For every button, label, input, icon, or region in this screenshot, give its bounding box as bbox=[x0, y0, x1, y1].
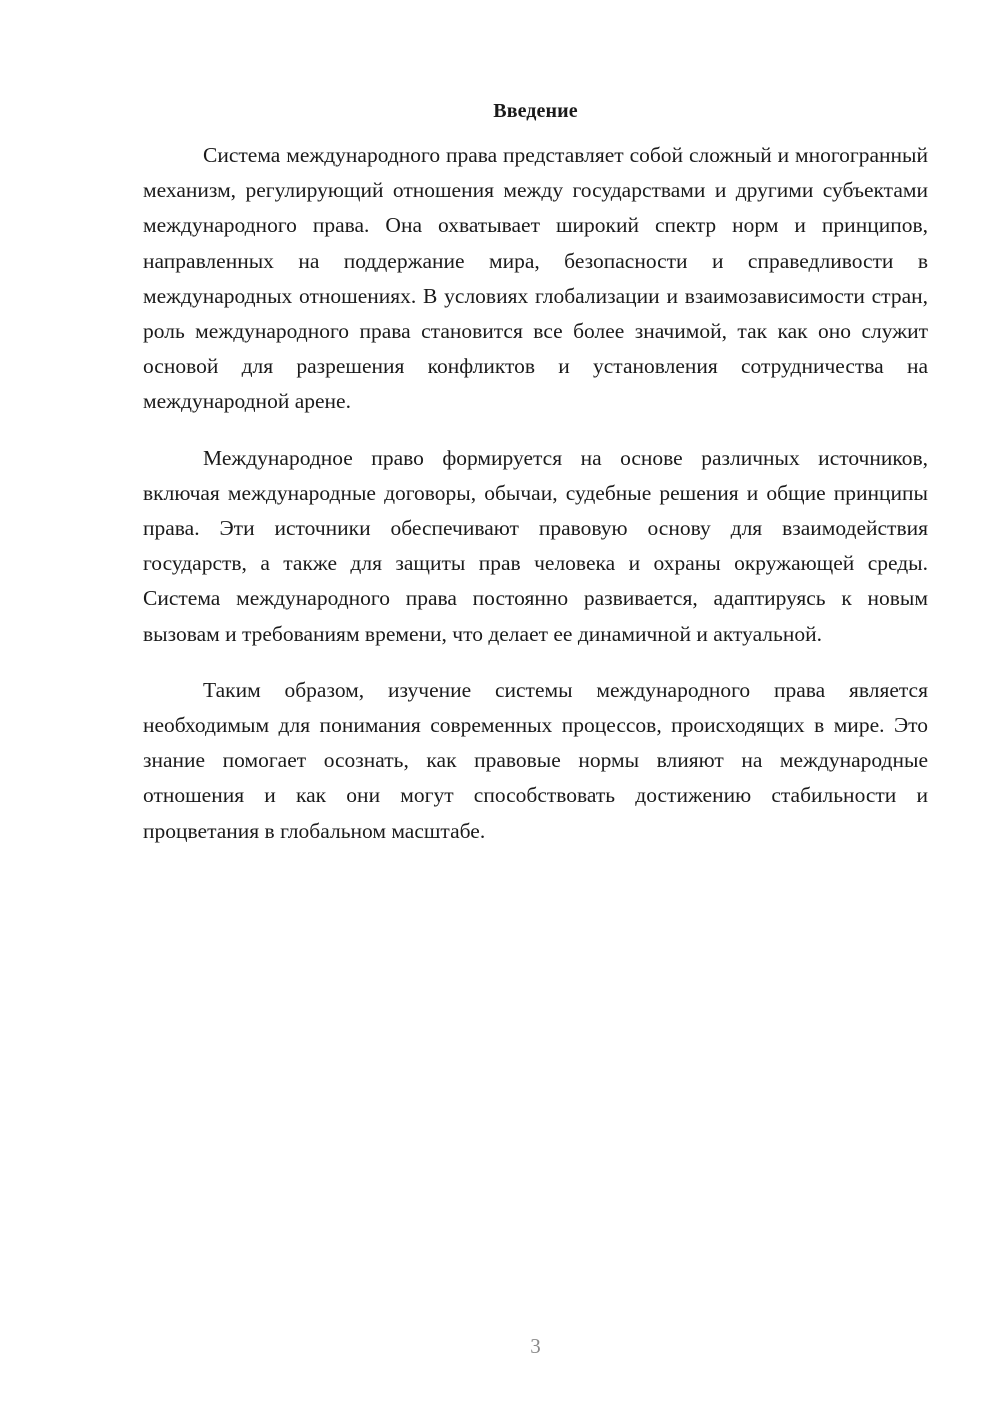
section-title: Введение bbox=[493, 100, 578, 122]
paragraph-spacer bbox=[143, 420, 928, 441]
paragraph-spacer bbox=[143, 652, 928, 673]
page-number: 3 bbox=[530, 1334, 541, 1358]
paragraph-3: Таким образом, изучение системы международного права является необходимым для понимания современных процессов, происходящих в мире. Это знание помогает осознать, как правовые нормы влияют на международные отношения и как они могут способствовать достижению стабильности и процветания в глобальном масштабе. bbox=[143, 677, 928, 843]
page-content bbox=[143, 96, 928, 849]
paragraph-2: Международное право формируется на основе различных источников, включая международные договоры, обычаи, судебные решения и общие принципы права. Эти источники обеспечивают правовую основу для взаимодействия государств, а также для защиты прав человека и охраны окружающей среды. Система международного права постоянно развивается, адаптируясь к новым вызовам и требованиям времени, что делает ее динамичной и актуальной. bbox=[143, 445, 928, 646]
paragraph-1: Система международного права представляет собой сложный и многогранный механизм, регулирующий отношения между государствами и другими субъектами международного права. Она охватывает широкий спектр норм и принципов, направленных на поддержание мира, безопасности и справедливости в международных отношениях. В условиях глобализации и взаимозависимости стран, роль международного права становится все более значимой, так как оно служит основой для разрешения конфликтов и установления сотрудничества на международной арене. bbox=[143, 143, 928, 414]
